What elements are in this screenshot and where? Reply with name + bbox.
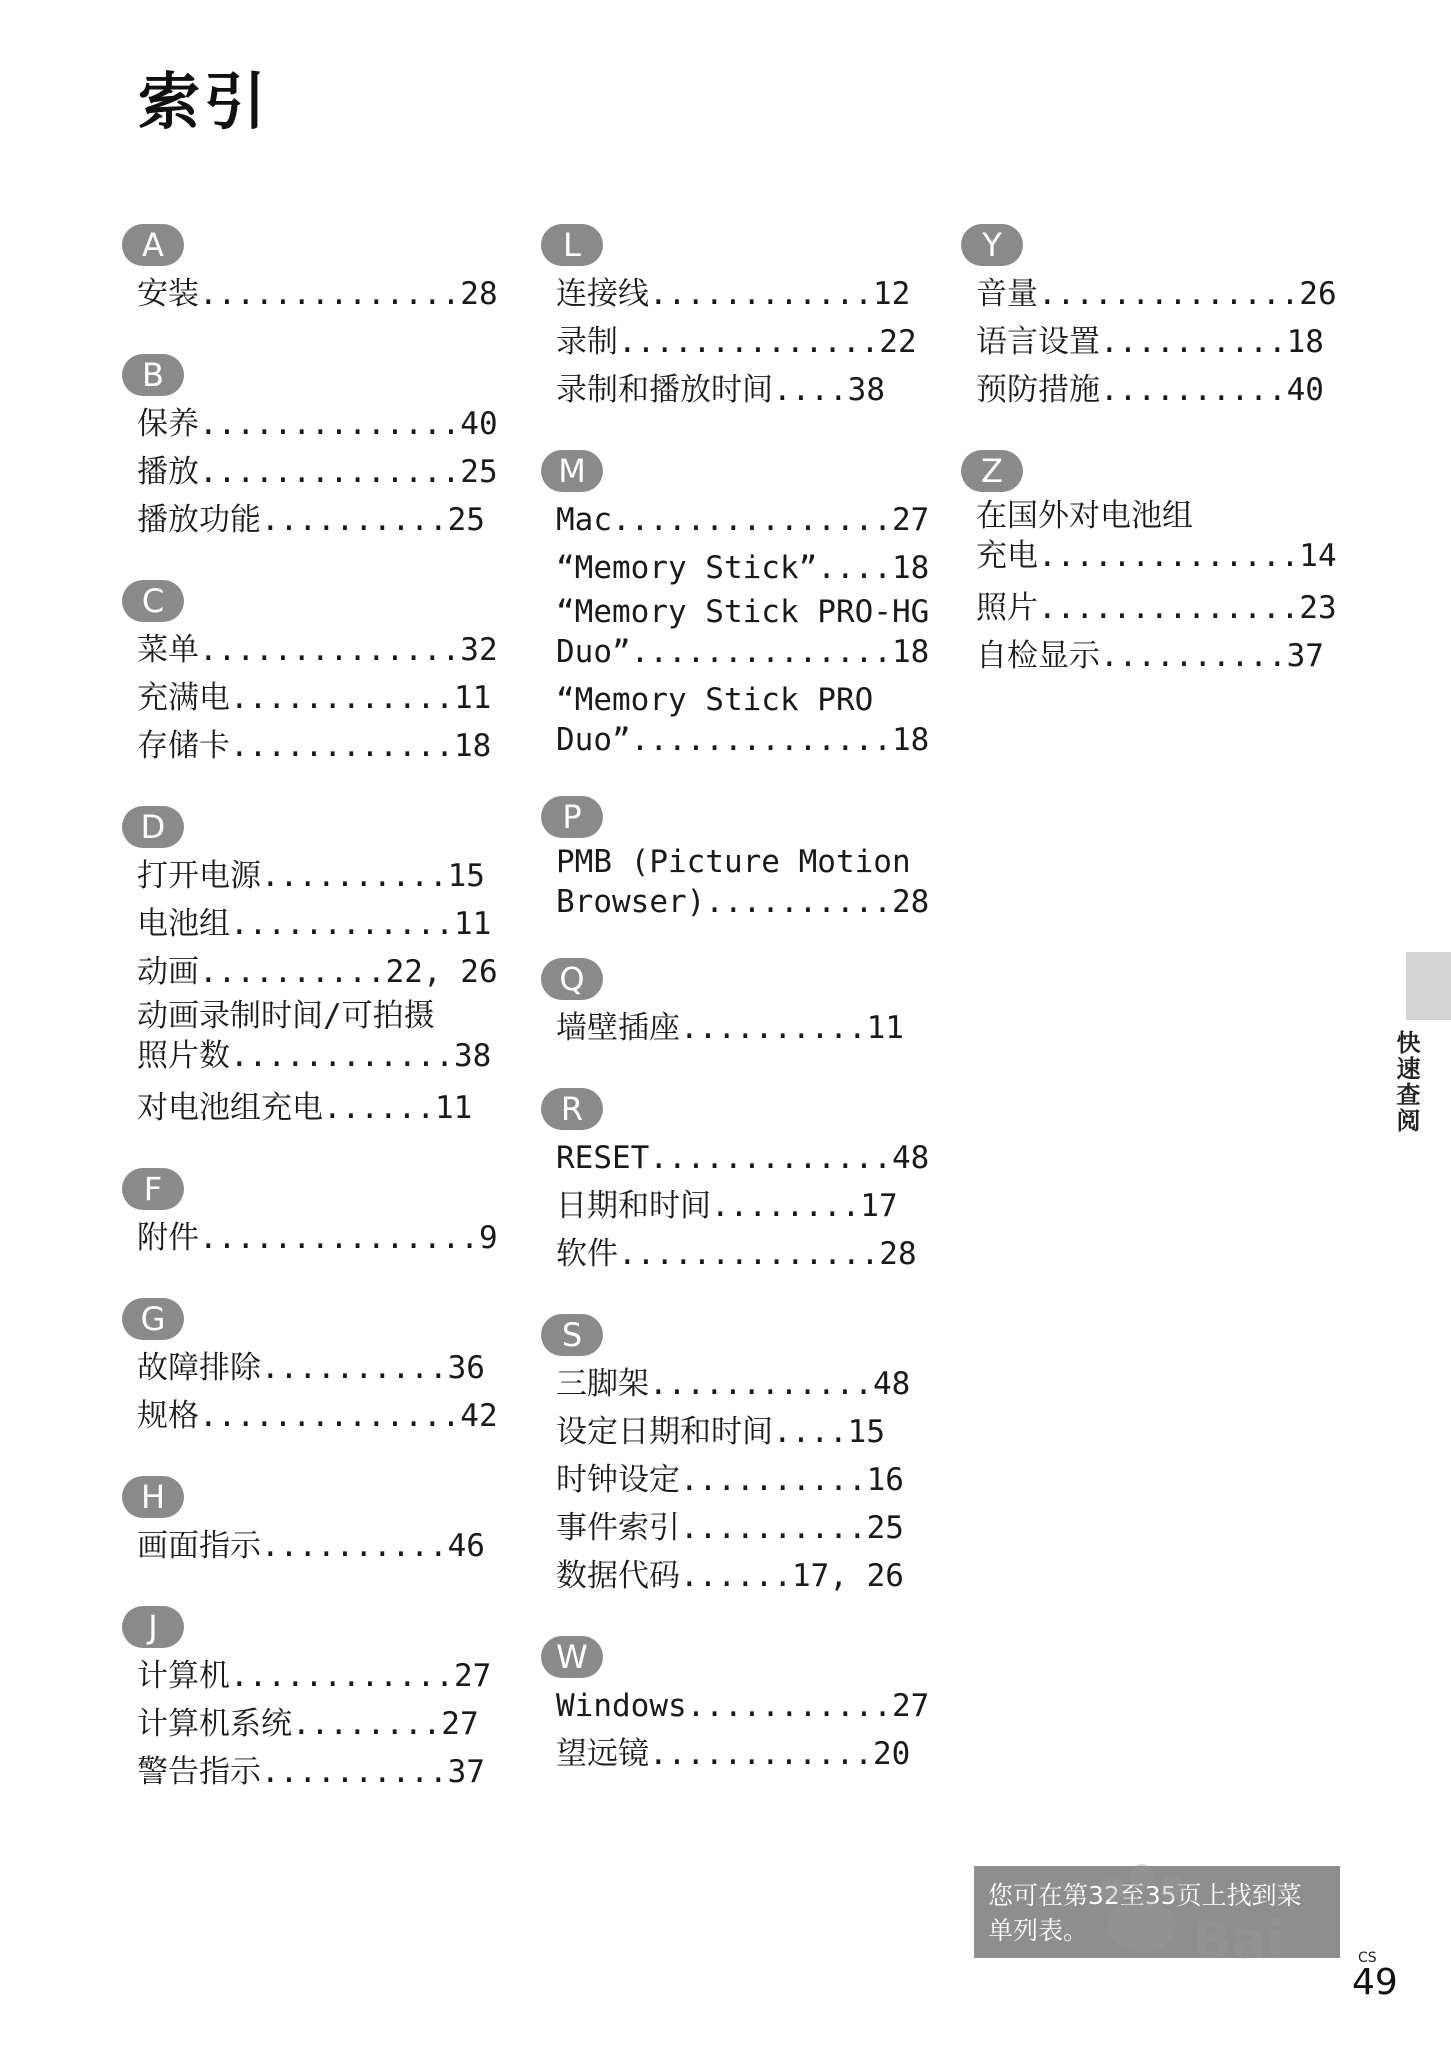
index-section-m	[541, 450, 930, 760]
section-letter-badge: P	[541, 796, 603, 838]
section-letter-badge: S	[541, 1314, 603, 1356]
index-section-c	[122, 580, 502, 770]
menu-list-note: 您可在第32至35页上找到菜单列表。	[974, 1866, 1340, 1958]
index-entry: 日期和时间........17	[556, 1188, 898, 1224]
index-entry: 录制和播放时间....38	[556, 372, 885, 408]
index-entry: Mac...............27	[556, 502, 930, 538]
section-letter-badge: F	[122, 1168, 184, 1210]
index-section-p	[541, 796, 930, 922]
index-entry: 菜单..............32	[137, 632, 498, 668]
side-tab-marker	[1406, 952, 1451, 1020]
index-section-d	[122, 806, 502, 1132]
index-section-r	[541, 1088, 930, 1278]
index-entry: 音量..............26	[976, 276, 1337, 312]
index-entry: 电池组............11	[137, 906, 492, 942]
index-entry: 对电池组充电......11	[137, 1090, 473, 1126]
side-tab-label: 快速查阅	[1392, 1030, 1420, 1134]
index-section-w	[541, 1636, 930, 1778]
index-entry: 设定日期和时间....15	[556, 1414, 885, 1450]
index-entry: 语言设置..........18	[976, 324, 1324, 360]
index-section-b	[122, 354, 502, 544]
index-section-g	[122, 1298, 502, 1440]
section-letter-badge: Y	[961, 224, 1023, 266]
index-column-1	[122, 224, 502, 1832]
section-letter-badge: W	[541, 1636, 603, 1678]
index-section-s	[541, 1314, 921, 1600]
index-entry: 动画..........22, 26	[137, 954, 498, 990]
index-entry: “Memory Stick PRO-HG Duo”..............18	[556, 594, 930, 670]
index-entry: 录制..............22	[556, 324, 917, 360]
index-entry: 墙壁插座..........11	[556, 1010, 904, 1046]
section-letter-badge: G	[122, 1298, 184, 1340]
index-entry: 计算机系统........27	[137, 1706, 479, 1742]
index-entry: 打开电源..........15	[137, 858, 485, 894]
index-section-f	[122, 1168, 502, 1262]
index-section-h	[122, 1476, 502, 1570]
section-letter-badge: J	[122, 1606, 184, 1648]
section-letter-badge: M	[541, 450, 603, 492]
index-entry: 规格..............42	[137, 1398, 498, 1434]
index-entry: 警告指示..........37	[137, 1754, 485, 1790]
section-letter-badge: D	[122, 806, 184, 848]
index-entry: 望远镜............20	[556, 1736, 911, 1772]
section-letter-badge: H	[122, 1476, 184, 1518]
page-title: 索引	[138, 65, 271, 138]
index-entry: 动画录制时间/可拍摄 照片数............38	[137, 998, 492, 1074]
index-entry: 播放..............25	[137, 454, 498, 490]
section-letter-badge: R	[541, 1088, 603, 1130]
index-entry: 播放功能..........25	[137, 502, 485, 538]
index-section-y	[961, 224, 1341, 414]
index-column-2	[541, 224, 930, 1814]
index-section-z	[961, 450, 1341, 680]
index-entry: 软件..............28	[556, 1236, 917, 1272]
index-entry: 附件...............9	[137, 1220, 498, 1256]
index-entry: 照片..............23	[976, 590, 1337, 626]
index-column-3	[961, 224, 1341, 716]
svg-text:Bai: Bai	[1192, 1911, 1285, 1971]
index-entry: PMB (Picture Motion Browser)..........28	[556, 844, 930, 920]
index-entry: 预防措施..........40	[976, 372, 1324, 408]
section-letter-badge: L	[541, 224, 603, 266]
section-letter-badge: Q	[541, 958, 603, 1000]
section-letter-badge: Z	[961, 450, 1023, 492]
index-entry: Windows...........27	[556, 1688, 930, 1724]
index-entry: 连接线............12	[556, 276, 911, 312]
index-entry: 保养..............40	[137, 406, 498, 442]
index-section-j	[122, 1606, 502, 1796]
section-letter-badge: A	[122, 224, 184, 266]
index-section-l	[541, 224, 921, 414]
index-entry: 自检显示..........37	[976, 638, 1324, 674]
index-entry: 故障排除..........36	[137, 1350, 485, 1386]
index-entry: 三脚架............48	[556, 1366, 911, 1402]
section-letter-badge: C	[122, 580, 184, 622]
index-section-a	[122, 224, 502, 318]
index-entry: “Memory Stick PRO Duo”..............18	[556, 682, 930, 758]
index-entry: 数据代码......17, 26	[556, 1558, 904, 1594]
page-number: 49	[1352, 1962, 1398, 2003]
index-section-q	[541, 958, 921, 1052]
index-entry: “Memory Stick”....18	[556, 550, 930, 586]
index-entry: 计算机............27	[137, 1658, 492, 1694]
index-entry: 时钟设定..........16	[556, 1462, 904, 1498]
index-entry: 事件索引..........25	[556, 1510, 904, 1546]
index-entry: 画面指示..........46	[137, 1528, 485, 1564]
index-entry: RESET.............48	[556, 1140, 930, 1176]
section-letter-badge: B	[122, 354, 184, 396]
index-entry: 在国外对电池组 充电..............14	[976, 498, 1337, 574]
index-entry: 充满电............11	[137, 680, 492, 716]
index-entry: 存储卡............18	[137, 728, 492, 764]
language-code: CS	[1358, 1950, 1377, 1966]
index-entry: 安装..............28	[137, 276, 498, 312]
